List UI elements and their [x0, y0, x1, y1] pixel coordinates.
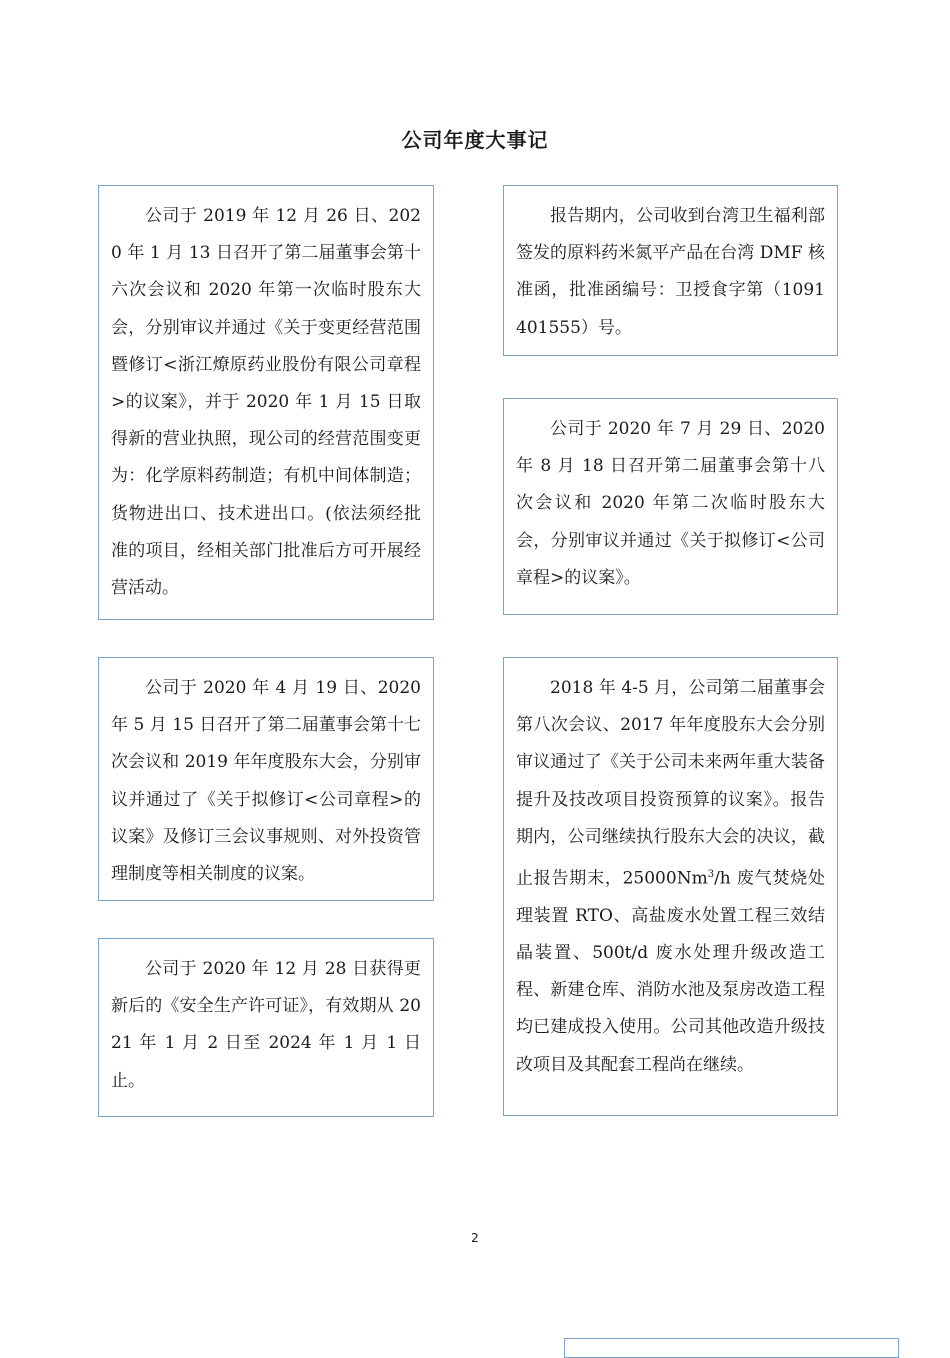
event-box: [98, 938, 434, 1117]
event-text: 报告期内，公司收到台湾卫生福利部签发的原料药米氮平产品在台湾 DMF 核准函，批准函编号：卫授食字第（1091401555）号。: [516, 206, 825, 338]
event-box: [503, 398, 838, 615]
event-text: 公司于 2020 年 7 月 29 日、2020 年 8 月 18 日召开第二届董事会第十八次会议和 2020 年第二次临时股东大会，分别审议并通过《关于拟修订<公司章程>的议案》。: [516, 419, 825, 588]
event-text-part: /h 废气焚烧处理装置 RTO、高盐废水处置工程三效结晶装置、500t/d 废水处理升级改造工程、新建仓库、消防水池及泵房改造工程均已建成投入使用。公司其他改造升级技改项目及其配套工程尚在继续。: [516, 868, 825, 1075]
page-number: 2: [471, 1231, 479, 1245]
page-title: 公司年度大事记: [401, 128, 549, 152]
event-text: 公司于 2020 年 4 月 19 日、2020 年 5 月 15 日召开了第二届董事会第十七次会议和 2019 年年度股东大会，分别审议并通过了《关于拟修订<公司章程>的议案》及修订三会议事规则、对外投资管理制度等相关制度的议案。: [111, 678, 421, 885]
event-text: 公司于 2019 年 12 月 26 日、2020 年 1 月 13 日召开了第二届董事会第十六次会议和 2020 年第一次临时股东大会，分别审议并通过《关于变更经营范围暨修订<浙江燎原药业股份有限公司章程>的议案》，并于 2020 年 1 月 15 日取得新的营业执照，现公司的经营范围变更为：化学原料药制造；有机中间体制造；货物进出口、技术进出口。(依法须经批准的项目，经相关部门批准后方可开展经营活动。: [111, 206, 421, 599]
event-box: [503, 657, 838, 1116]
event-text: 公司于 2020 年 12 月 28 日获得更新后的《安全生产许可证》，有效期从 2021 年 1 月 2 日至 2024 年 1 月 1 日止。: [111, 959, 421, 1091]
event-box: [503, 185, 838, 356]
next-page-box-edge: [564, 1338, 899, 1358]
event-box: [98, 657, 434, 901]
event-text-part: 2018 年 4-5 月，公司第二届董事会第八次会议、2017 年年度股东大会分别审议通过了《关于公司未来两年重大装备提升及技改项目投资预算的议案》。报告期内，公司继续执行股东大会的决议，截止报告期末，25000Nm: [516, 678, 825, 889]
event-box: [98, 185, 434, 620]
superscript: 3: [707, 869, 715, 881]
event-text: [516, 670, 825, 1084]
